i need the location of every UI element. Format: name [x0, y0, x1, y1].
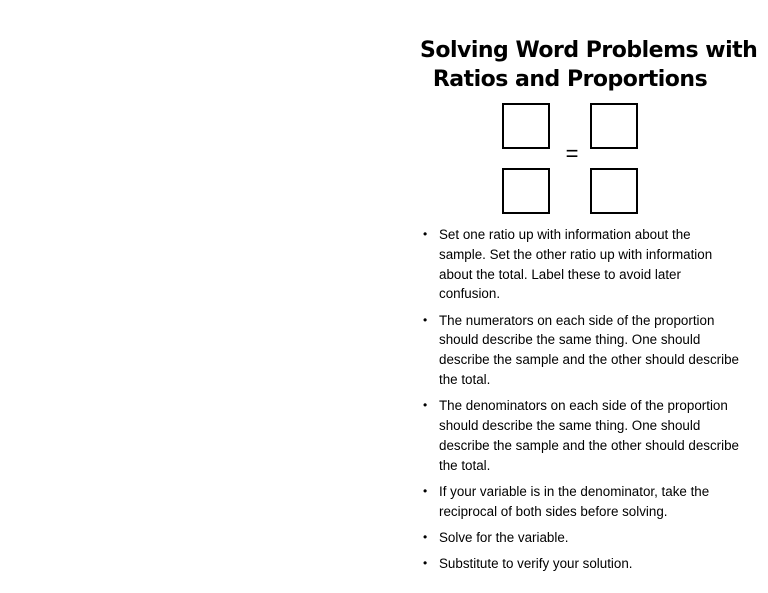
list-item: • Solve for the variable. [421, 528, 741, 548]
page-title [420, 36, 758, 94]
bullet-icon: • [423, 484, 428, 499]
left-numerator-box [502, 103, 550, 149]
bullet-icon: • [423, 556, 428, 571]
bullet-icon: • [423, 227, 428, 241]
page-title-line-1: Solving Word Problems with [420, 38, 758, 63]
equals-sign: = [565, 141, 579, 166]
list-item: • The denominators on each side of the proportion should describe the same thing. One should describe the sample and the other should describe the total. [423, 398, 739, 473]
list-item: • If your variable is in the denominator, take the reciprocal of both sides before solving. [423, 484, 710, 519]
left-denominator-box [502, 168, 550, 214]
bullet-icon: • [423, 530, 428, 545]
list-item: • Set one ratio up with information about the sample. Set the other ratio up with information about the total. Label these to avoid later confusion. [423, 227, 713, 302]
page-title-line-2: Ratios and Proportions [432, 67, 708, 92]
steps-list [421, 225, 741, 581]
right-denominator-box [590, 168, 638, 214]
bullet-icon: • [423, 312, 428, 327]
list-item: • Substitute to verify your solution. [421, 554, 741, 574]
list-item: • The numerators on each side of the proportion should describe the same thing. One should describe the sample and the other should describe the total. [423, 312, 739, 388]
right-numerator-box [590, 103, 638, 149]
bullet-icon: • [423, 398, 428, 413]
